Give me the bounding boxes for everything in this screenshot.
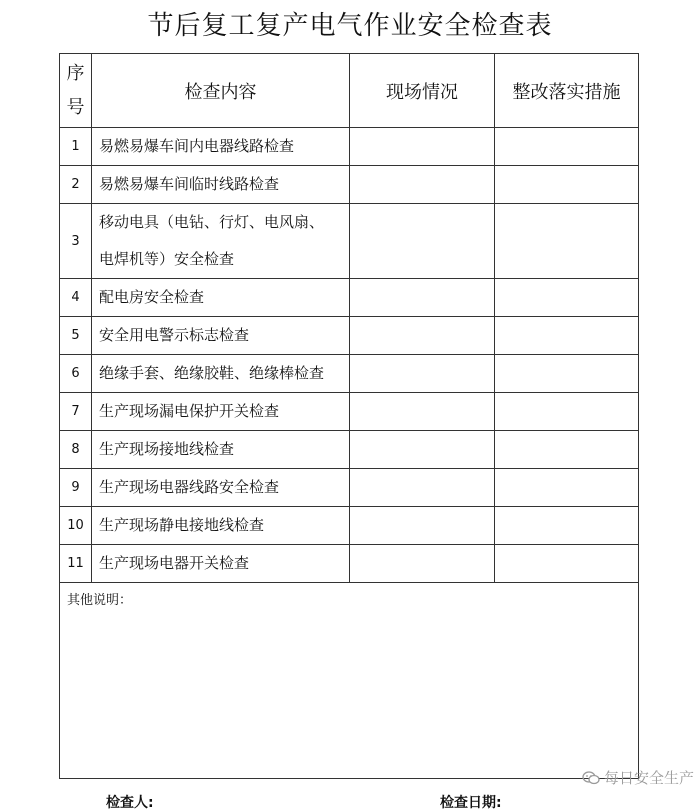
row-number: 2 — [60, 166, 92, 204]
table-row — [60, 393, 639, 431]
header-no-line2: 号 — [66, 96, 85, 118]
wechat-icon — [582, 771, 600, 785]
row-fix-cell[interactable] — [495, 469, 639, 507]
table-row — [60, 204, 639, 279]
header-no-line1: 序 — [66, 62, 85, 84]
row-fix-cell[interactable] — [495, 317, 639, 355]
inspector-label: 检查人: — [106, 795, 154, 811]
row-site-cell[interactable] — [350, 355, 495, 393]
watermark-text: 每日安全生产 — [603, 769, 694, 787]
row-number: 10 — [60, 507, 92, 545]
table-row — [60, 545, 639, 583]
row-fix-cell[interactable] — [495, 204, 639, 279]
row-site-cell[interactable] — [350, 317, 495, 355]
row-content: 生产现场静电接地线检查 — [92, 507, 350, 545]
table-row — [60, 166, 639, 204]
row-number: 8 — [60, 431, 92, 469]
row-fix-cell[interactable] — [495, 279, 639, 317]
row-content-line1: 移动电具（电钻、行灯、电风扇、 — [99, 213, 325, 231]
inspection-table — [59, 53, 639, 779]
row-content: 生产现场漏电保护开关检查 — [92, 393, 350, 431]
row-content: 易燃易爆车间内电器线路检查 — [92, 128, 350, 166]
row-site-cell[interactable] — [350, 431, 495, 469]
header-fix: 整改落实措施 — [495, 54, 639, 128]
row-number: 6 — [60, 355, 92, 393]
table-header-row — [60, 54, 639, 128]
header-no — [60, 54, 92, 128]
row-number: 5 — [60, 317, 92, 355]
row-content: 易燃易爆车间临时线路检查 — [92, 166, 350, 204]
row-content — [92, 204, 350, 279]
row-site-cell[interactable] — [350, 507, 495, 545]
row-content: 绝缘手套、绝缘胶鞋、绝缘棒检查 — [92, 355, 350, 393]
row-content: 安全用电警示标志检查 — [92, 317, 350, 355]
row-site-cell[interactable] — [350, 128, 495, 166]
table-row — [60, 469, 639, 507]
row-site-cell[interactable] — [350, 545, 495, 583]
row-content: 生产现场电器开关检查 — [92, 545, 350, 583]
notes-row — [60, 583, 639, 779]
watermark — [582, 767, 694, 788]
row-site-cell[interactable] — [350, 279, 495, 317]
row-number: 1 — [60, 128, 92, 166]
row-number: 11 — [60, 545, 92, 583]
row-fix-cell[interactable] — [495, 355, 639, 393]
row-site-cell[interactable] — [350, 204, 495, 279]
row-number: 9 — [60, 469, 92, 507]
row-fix-cell[interactable] — [495, 128, 639, 166]
header-site: 现场情况 — [350, 54, 495, 128]
row-site-cell[interactable] — [350, 166, 495, 204]
table-row — [60, 355, 639, 393]
table-row — [60, 317, 639, 355]
row-site-cell[interactable] — [350, 469, 495, 507]
row-content: 配电房安全检查 — [92, 279, 350, 317]
row-number: 3 — [60, 204, 92, 279]
row-fix-cell[interactable] — [495, 393, 639, 431]
row-content: 生产现场接地线检查 — [92, 431, 350, 469]
row-fix-cell[interactable] — [495, 545, 639, 583]
row-content: 生产现场电器线路安全检查 — [92, 469, 350, 507]
row-fix-cell[interactable] — [495, 431, 639, 469]
table-row — [60, 128, 639, 166]
date-label: 检查日期: — [440, 795, 502, 811]
row-fix-cell[interactable] — [495, 166, 639, 204]
row-content-line2: 电焊机等）安全检查 — [99, 250, 235, 268]
notes-cell[interactable] — [60, 583, 639, 779]
row-number: 4 — [60, 279, 92, 317]
row-site-cell[interactable] — [350, 393, 495, 431]
document-title: 节后复工复产电气作业安全检查表 — [147, 11, 553, 41]
header-content: 检查内容 — [92, 54, 350, 128]
notes-label: 其他说明： — [67, 593, 133, 608]
row-fix-cell[interactable] — [495, 507, 639, 545]
table-row — [60, 431, 639, 469]
table-row — [60, 279, 639, 317]
row-number: 7 — [60, 393, 92, 431]
table-row — [60, 507, 639, 545]
